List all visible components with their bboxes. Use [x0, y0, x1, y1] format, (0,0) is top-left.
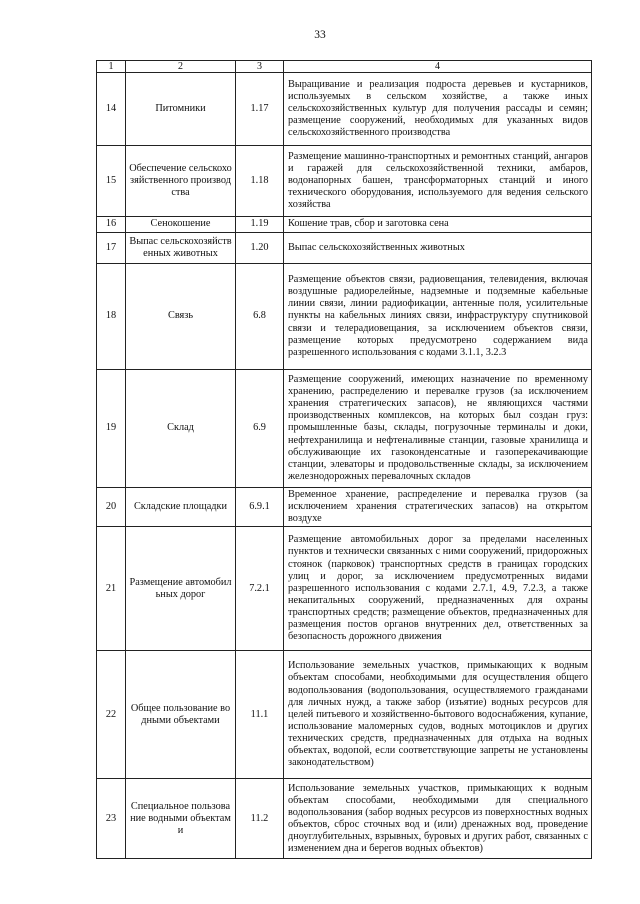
table-row	[97, 73, 592, 146]
row-name: Обеспечение сельскохозяйственного производства	[126, 146, 236, 217]
table-row	[97, 217, 592, 233]
row-description: Использование земельных участков, примыкающих к водным объектам способами, необходимыми для осуществления общего водопользования (водопользования, осуществляемого гражданами для личных нужд, а также забор (изъятие) водных ресурсов для целей питьевого и хозяйственно-бытового водоснабжения, купание, использование маломерных судов, водных мотоциклов и других технических средств, предназначенных для отдыха на водных объектах, водопой, если соответствующие запреты не установлены законодательством)	[284, 651, 592, 779]
table-row	[97, 488, 592, 527]
row-description: Выпас сельскохозяйственных животных	[284, 233, 592, 264]
land-use-table	[96, 60, 592, 859]
row-description: Использование земельных участков, примыкающих к водным объектам способами, необходимыми для специального водопользования (забор водных ресурсов из поверхностных водных объектов, сброс сточных вод и (или) дренажных вод, проведение дноуглубительных, взрывных, буровых и других работ, связанных с изменением дна и берегов водных объектов)	[284, 779, 592, 859]
row-description: Размещение сооружений, имеющих назначение по временному хранению, распределению и перевалке грузов (за исключением хранения стратегических запасов), не являющихся частями производственных комплексов, на которых был создан груз: промышленные базы, склады, погрузочные терминалы и доки, нефтехранилища и нефтеналивные станции, газовые хранилища и обслуживающие их газоконденсатные и газоперекачивающие станции, элеваторы и продовольственные склады, за исключением железнодорожных перевалочных складов	[284, 370, 592, 488]
row-code: 6.9.1	[236, 488, 284, 527]
table-row	[97, 264, 592, 370]
row-code: 6.8	[236, 264, 284, 370]
row-name: Складские площадки	[126, 488, 236, 527]
row-description: Размещение объектов связи, радиовещания, телевидения, включая воздушные радиорелейные, надземные и подземные кабельные линии связи, линии радиофикации, антенные поля, усилительные пункты на кабельных линиях связи, инфраструктуру спутниковой связи и телерадиовещания, за исключением объектов связи, размещение которых предусмотрено содержанием вида разрешенного использования с кодами 3.1.1, 3.2.3	[284, 264, 592, 370]
row-number: 14	[97, 73, 126, 146]
row-name: Общее пользование водными объектами	[126, 651, 236, 779]
header-col-3: 3	[236, 61, 284, 73]
row-code: 1.18	[236, 146, 284, 217]
row-number: 19	[97, 370, 126, 488]
page-number: 33	[314, 29, 326, 41]
table-row	[97, 651, 592, 779]
table-row	[97, 370, 592, 488]
table-row	[97, 233, 592, 264]
table-row	[97, 146, 592, 217]
row-code: 1.20	[236, 233, 284, 264]
row-code: 1.19	[236, 217, 284, 233]
row-name: Склад	[126, 370, 236, 488]
row-code: 1.17	[236, 73, 284, 146]
row-description: Кошение трав, сбор и заготовка сена	[284, 217, 592, 233]
table-row	[97, 779, 592, 859]
row-description: Размещение машинно-транспортных и ремонтных станций, ангаров и гаражей для сельскохозяйственной техники, амбаров, водонапорных башен, трансформаторных станций и иного технического оборудования, используемого для ведения сельского хозяйства	[284, 146, 592, 217]
row-code: 6.9	[236, 370, 284, 488]
row-number: 22	[97, 651, 126, 779]
row-number: 15	[97, 146, 126, 217]
row-name: Выпас сельскохозяйственных животных	[126, 233, 236, 264]
row-description: Выращивание и реализация подроста деревьев и кустарников, используемых в сельском хозяйстве, а также иных сельскохозяйственных культур для получения рассады и семян; размещение сооружений, необходимых для указанных видов сельскохозяйственного производства	[284, 73, 592, 146]
table-row	[97, 527, 592, 651]
row-name: Сенокошение	[126, 217, 236, 233]
row-code: 7.2.1	[236, 527, 284, 651]
row-number: 16	[97, 217, 126, 233]
row-name: Специальное пользование водными объектами	[126, 779, 236, 859]
table-header-row	[97, 61, 592, 73]
row-number: 21	[97, 527, 126, 651]
row-description: Временное хранение, распределение и перевалка грузов (за исключением хранения стратегических запасов) на открытом воздухе	[284, 488, 592, 527]
row-code: 11.1	[236, 651, 284, 779]
header-col-4: 4	[284, 61, 592, 73]
row-code: 11.2	[236, 779, 284, 859]
row-name: Питомники	[126, 73, 236, 146]
row-description: Размещение автомобильных дорог за пределами населенных пунктов и технически связанных с ними сооружений, придорожных стоянок (парковок) транспортных средств в границах городских улиц и дорог, за исключением предусмотренных видами разрешенного использования с кодами 2.7.1, 4.9, 7.2.3, а также некапитальных сооружений, предназначенных для охраны транспортных средств; размещение объектов, предназначенных для размещения постов органов внутренних дел, ответственных за безопасность дорожного движения	[284, 527, 592, 651]
row-number: 17	[97, 233, 126, 264]
header-col-1: 1	[97, 61, 126, 73]
row-number: 20	[97, 488, 126, 527]
row-number: 18	[97, 264, 126, 370]
row-name: Связь	[126, 264, 236, 370]
header-col-2: 2	[126, 61, 236, 73]
row-number: 23	[97, 779, 126, 859]
row-name: Размещение автомобильных дорог	[126, 527, 236, 651]
